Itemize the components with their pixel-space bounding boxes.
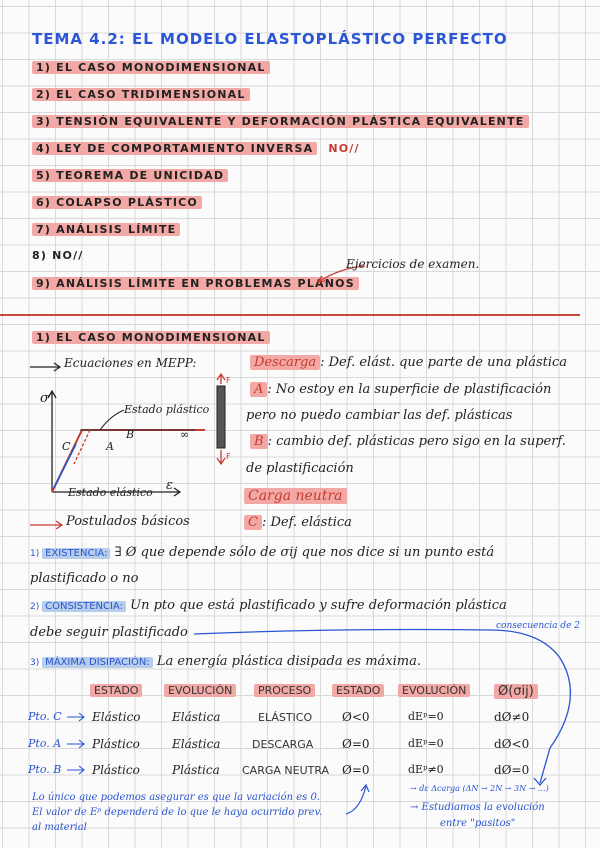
consecuencia-note: consecuencia de 2 bbox=[496, 621, 580, 631]
cell-a-proceso: DESCARGA bbox=[252, 738, 314, 751]
postulados-arrow bbox=[28, 518, 68, 532]
cell-a-evolucion2: dEᵖ=0 bbox=[408, 737, 444, 750]
b-line: B : cambio def. plásticas pero sigo en la superf. bbox=[250, 434, 566, 449]
cell-c-evolucion2: dEᵖ=0 bbox=[408, 710, 444, 723]
cell-a-phi: dØ<0 bbox=[494, 737, 530, 751]
index-item-2: 2) EL CASO TRIDIMENSIONAL bbox=[32, 88, 250, 101]
section1-heading: 1) EL CASO MONODIMENSIONAL bbox=[32, 331, 270, 344]
cell-b-proceso: CARGA NEUTRA bbox=[242, 764, 330, 777]
exam-note: Ejercicios de examen. bbox=[346, 257, 480, 271]
cell-b-evolucion: Plástica bbox=[172, 763, 220, 777]
row-a-arrow bbox=[66, 739, 88, 749]
row-label-c: Pto. C bbox=[28, 710, 62, 723]
existencia-line-2: plastificado o no bbox=[30, 571, 139, 586]
c-line: C : Def. elástica bbox=[244, 515, 352, 530]
cell-b-phi: dØ=0 bbox=[494, 763, 530, 777]
point-a-label: A bbox=[106, 440, 114, 453]
bottom-note-1: Lo único que podemos asegurar es que la variación es 0. bbox=[32, 792, 321, 803]
table-header-phi: Ø(σij) bbox=[494, 684, 538, 699]
bottom-note-3: al material bbox=[32, 822, 87, 833]
sigma-axis-label: σ bbox=[40, 391, 49, 406]
table-header-evolucion-2: EVOLUCIÓN bbox=[398, 684, 470, 697]
cell-c-evolucion: Elástica bbox=[172, 710, 221, 724]
force-bottom-label: F bbox=[226, 452, 231, 461]
index-item-5: 5) TEOREMA DE UNICIDAD bbox=[32, 169, 228, 182]
index-item-1: 1) EL CASO MONODIMENSIONAL bbox=[32, 61, 270, 74]
infinity-label: ∞ bbox=[180, 428, 190, 441]
intro-text: Ecuaciones en MEPP: bbox=[64, 356, 197, 370]
force-top-label: F bbox=[226, 376, 231, 385]
epsilon-axis-label: ε bbox=[166, 478, 173, 493]
page-title: TEMA 4.2: EL MODELO ELASTOPLÁSTICO PERFECTO bbox=[32, 30, 508, 48]
estado-plastico-label: Estado plástico bbox=[124, 403, 210, 416]
row-c-arrow bbox=[66, 712, 88, 722]
section-divider bbox=[0, 314, 580, 316]
intro-arrow bbox=[28, 360, 64, 374]
bottom-note-arrow bbox=[340, 780, 380, 820]
a-line: A : No estoy en la superficie de plastificación bbox=[250, 382, 551, 397]
index-item-4: 4) LEY DE COMPORTAMIENTO INVERSA NO// bbox=[32, 142, 360, 155]
cell-c-proceso: ELÁSTICO bbox=[258, 711, 313, 724]
index-item-8: 8) NO// bbox=[32, 249, 84, 262]
cell-a-estado: Plástico bbox=[92, 737, 140, 751]
table-header-evolucion: EVOLUCIÓN bbox=[164, 684, 236, 697]
table-header-proceso: PROCESO bbox=[254, 684, 315, 697]
right-note-1: → dε Δcarga (ΔN → 2N → 3N → ...) bbox=[410, 784, 549, 793]
cell-c-estado2: Ø<0 bbox=[342, 710, 370, 724]
maxima-line: 3) MÁXIMA DISIPACIÓN: La energía plástica disipada es máxima. bbox=[30, 654, 421, 669]
table-header-estado: ESTADO bbox=[90, 684, 142, 697]
cell-b-estado: Plástico bbox=[92, 763, 140, 777]
row-label-b: Pto. B bbox=[28, 763, 62, 776]
cell-b-estado2: Ø=0 bbox=[342, 763, 370, 777]
cell-c-estado: Elástico bbox=[92, 710, 141, 724]
descarga-line: Descarga : Def. elást. que parte de una plástica bbox=[250, 355, 567, 370]
row-label-a: Pto. A bbox=[28, 737, 62, 750]
row-b-arrow bbox=[66, 765, 88, 775]
point-b-label: B bbox=[126, 428, 135, 441]
consistencia-line: 2) CONSISTENCIA: Un pto que está plastificado y sufre deformación plástica bbox=[30, 598, 507, 613]
cell-b-evolucion2: dEᵖ≠0 bbox=[408, 763, 444, 776]
existencia-line: 1) EXISTENCIA: ∃ Ø que depende sólo de σij que nos dice si un punto está bbox=[30, 545, 495, 560]
table-header-estado-2: ESTADO bbox=[332, 684, 384, 697]
right-note-2: → Estudiamos la evolución bbox=[410, 802, 545, 813]
carga-neutra-label: Carga neutra bbox=[244, 488, 347, 504]
cell-c-phi: dØ≠0 bbox=[494, 710, 530, 724]
b-line-2: de plastificación bbox=[246, 461, 354, 476]
index-item-3: 3) TENSIÓN EQUIVALENTE Y DEFORMACIÓN PLÁSTICA EQUIVALENTE bbox=[32, 115, 529, 128]
cell-a-estado2: Ø=0 bbox=[342, 737, 370, 751]
index-item-6: 6) COLAPSO PLÁSTICO bbox=[32, 196, 202, 209]
index-item-7: 7) ANÁLISIS LÍMITE bbox=[32, 223, 180, 236]
cell-a-evolucion: Elástica bbox=[172, 737, 221, 751]
consistencia-line-2: debe seguir plastificado bbox=[30, 625, 188, 640]
index-item-9: 9) ANÁLISIS LÍMITE EN PROBLEMAS PLANOS bbox=[32, 277, 359, 290]
bottom-note-2: El valor de Eᵖ dependerá de lo que le haya ocurrido prev. bbox=[32, 807, 323, 818]
point-c-label: C bbox=[62, 440, 71, 453]
estado-elastico-label: Estado elástico bbox=[68, 486, 153, 499]
index-item-4-suffix: NO// bbox=[328, 142, 360, 155]
right-note-3: entre "pasitos" bbox=[440, 818, 516, 829]
a-line-2: pero no puedo cambiar las def. plásticas bbox=[246, 408, 513, 423]
postulados-heading: Postulados básicos bbox=[66, 514, 190, 529]
